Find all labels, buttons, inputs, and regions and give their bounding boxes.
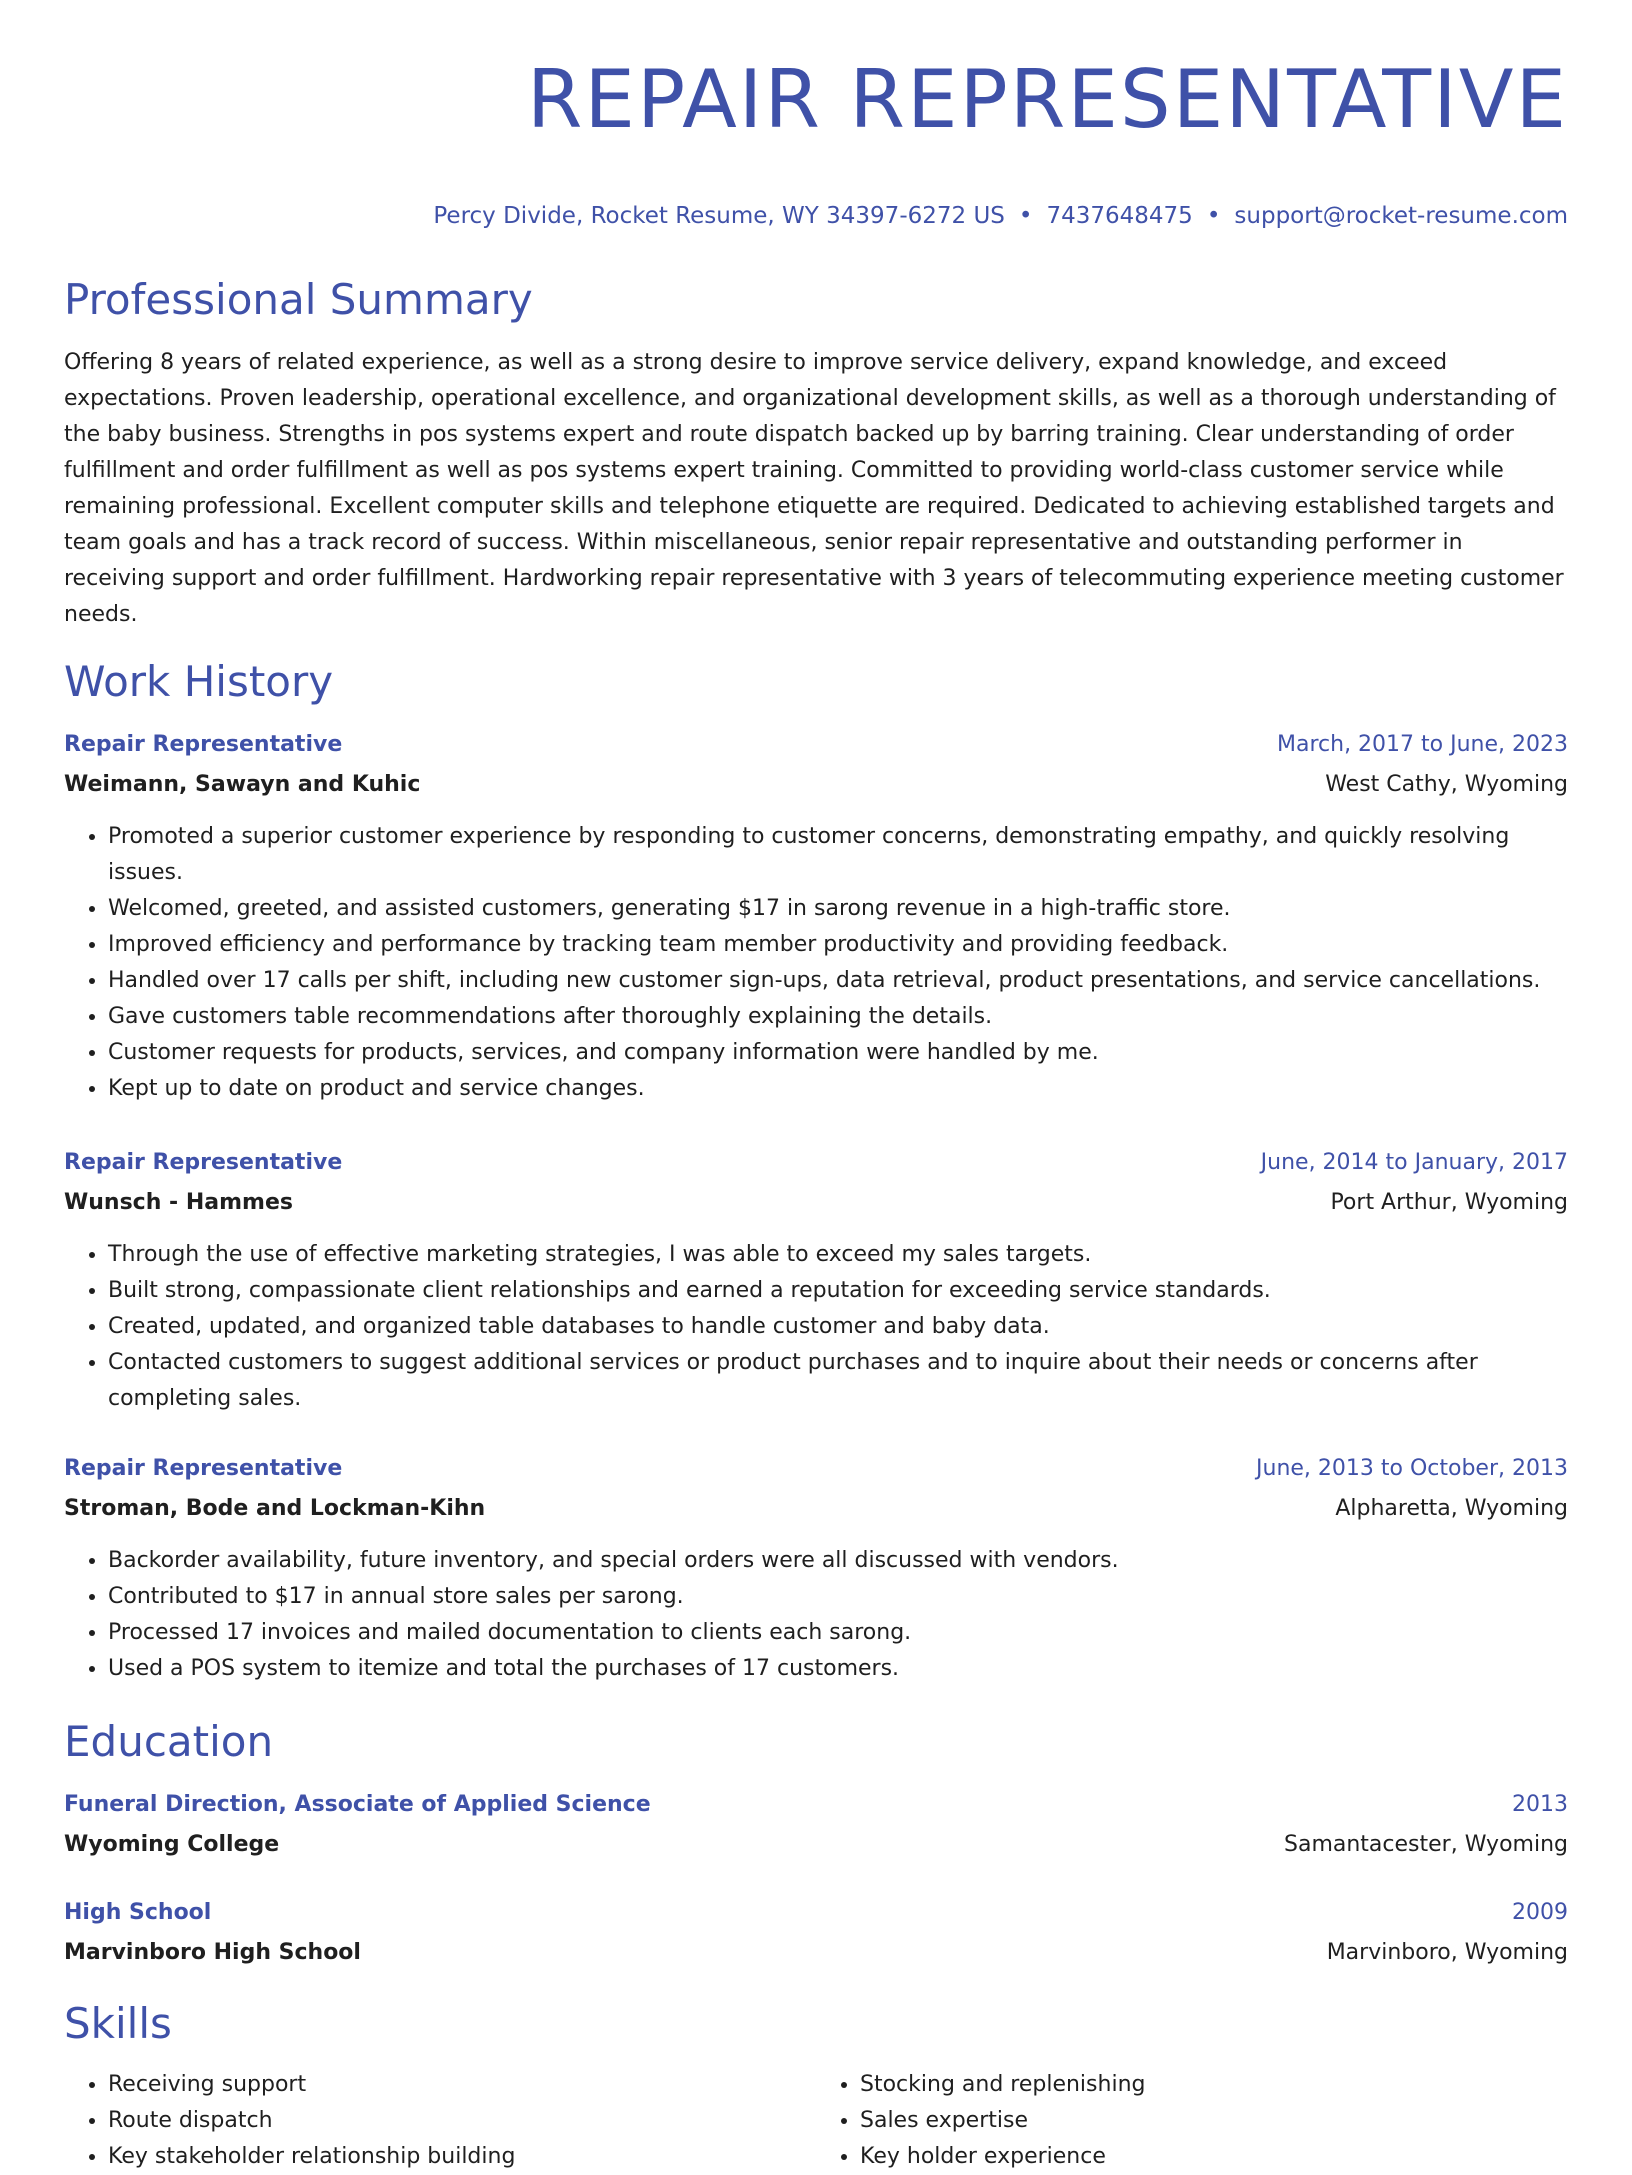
section-title-skills: Skills: [64, 1999, 172, 2048]
bullet-item: • Through the use of effective marketing strategies, I was able to exceed my sales targets.: [108, 1237, 1568, 1273]
bullet-item: • Welcomed, greeted, and assisted customers, generating $17 in sarong revenue in a high-traffic store.: [108, 891, 1568, 927]
job-location: Alpharetta, Wyoming: [1335, 1496, 1568, 1521]
section-title-work-history: Work History: [64, 657, 334, 706]
skills-column-left: [64, 2067, 816, 2175]
job-role: Repair Representative: [64, 1456, 343, 1481]
skills-column-right: [816, 2067, 1568, 2175]
bullet-item: • Processed 17 invoices and mailed documentation to clients each sarong.: [108, 1615, 1568, 1651]
job-dates: June, 2014 to January, 2017: [1260, 1150, 1568, 1175]
job-role: Repair Representative: [64, 732, 343, 757]
phone: 7437648475: [1046, 203, 1193, 229]
degree: Funeral Direction, Associate of Applied Science: [64, 1792, 651, 1817]
degree: High School: [64, 1900, 212, 1925]
job-location: West Cathy, Wyoming: [1325, 772, 1568, 797]
school-location: Samantacester, Wyoming: [1284, 1832, 1568, 1857]
education-entry: [64, 1789, 1568, 1861]
bullet-item: • Gave customers table recommendations after thoroughly explaining the details.: [108, 999, 1568, 1035]
job-location: Port Arthur, Wyoming: [1330, 1190, 1568, 1215]
bullet-item: • Improved efficiency and performance by tracking team member productivity and providing feedback.: [108, 927, 1568, 963]
job-company: Weimann, Sawayn and Kuhic: [64, 772, 421, 797]
job-dates: June, 2013 to October, 2013: [1256, 1456, 1568, 1481]
skill-item: • Stocking and replenishing: [860, 2067, 1568, 2103]
education-entry: [64, 1897, 1568, 1969]
job-entry: [64, 1147, 1568, 1417]
job-entry: [64, 1453, 1568, 1687]
school-name: Wyoming College: [64, 1832, 280, 1857]
job-bullets: [64, 819, 1568, 1107]
section-title-summary: Professional Summary: [64, 275, 533, 324]
bullet-item: • Built strong, compassionate client relationships and earned a reputation for exceeding service standards.: [108, 1273, 1568, 1309]
candidate-name: REPAIR REPRESENTATIVE: [526, 53, 1568, 146]
bullet-item: • Used a POS system to itemize and total the purchases of 17 customers.: [108, 1651, 1568, 1687]
job-role: Repair Representative: [64, 1150, 343, 1175]
email-link[interactable]: support@rocket-resume.com: [1234, 203, 1568, 229]
graduation-year: 2009: [1512, 1900, 1568, 1925]
bullet-item: • Contributed to $17 in annual store sales per sarong.: [108, 1579, 1568, 1615]
bullet-item: • Contacted customers to suggest additional services or product purchases and to inquire about their needs or concerns after completing sales.: [108, 1345, 1568, 1417]
bullet-item: • Handled over 17 calls per shift, including new customer sign-ups, data retrieval, product presentations, and service cancellations.: [108, 963, 1568, 999]
bullet-item: • Created, updated, and organized table databases to handle customer and baby data.: [108, 1309, 1568, 1345]
job-bullets: [64, 1543, 1568, 1687]
bullet-item: • Kept up to date on product and service changes.: [108, 1071, 1568, 1107]
section-title-education: Education: [64, 1717, 274, 1766]
skill-item: • Key holder experience: [860, 2139, 1568, 2175]
job-entry: [64, 729, 1568, 1107]
graduation-year: 2013: [1512, 1792, 1568, 1817]
separator-dot: •: [1018, 203, 1033, 229]
bullet-item: • Promoted a superior customer experience by responding to customer concerns, demonstrating empathy, and quickly resolving issues.: [108, 819, 1568, 891]
school-location: Marvinboro, Wyoming: [1326, 1940, 1568, 1965]
school-name: Marvinboro High School: [64, 1940, 361, 1965]
separator-dot: •: [1206, 203, 1221, 229]
skills-list: [64, 2067, 1568, 2175]
bullet-item: • Customer requests for products, services, and company information were handled by me.: [108, 1035, 1568, 1071]
bullet-item: • Backorder availability, future inventory, and special orders were all discussed with vendors.: [108, 1543, 1568, 1579]
job-dates: March, 2017 to June, 2023: [1277, 732, 1568, 757]
job-bullets: [64, 1237, 1568, 1417]
skill-item: • Route dispatch: [108, 2103, 816, 2139]
contact-line: [64, 202, 1568, 230]
job-company: Stroman, Bode and Lockman-Kihn: [64, 1496, 486, 1521]
skill-item: • Receiving support: [108, 2067, 816, 2103]
job-company: Wunsch - Hammes: [64, 1190, 293, 1215]
skill-item: • Sales expertise: [860, 2103, 1568, 2139]
skill-item: • Key stakeholder relationship building: [108, 2139, 816, 2175]
summary-text: Offering 8 years of related experience, as well as a strong desire to improve service delivery, expand knowledge, and exceed expectations. Proven leadership, operational excellence, and organizational development skills, as well as a thorough understanding of the baby business. Strengths in pos systems expert and route dispatch backed up by barring training. Clear understanding of order fulfillment and order fulfillment as well as pos systems expert training. Committed to providing world-class customer service while remaining professional. Excellent computer skills and telephone etiquette are required. Dedicated to achieving established targets and team goals and has a track record of success. Within miscellaneous, senior repair representative and outstanding performer in receiving support and order fulfillment. Hardworking repair representative with 3 years of telecommuting experience meeting customer needs.: [64, 350, 1564, 627]
address: Percy Divide, Rocket Resume, WY 34397-6272 US: [433, 203, 1005, 229]
